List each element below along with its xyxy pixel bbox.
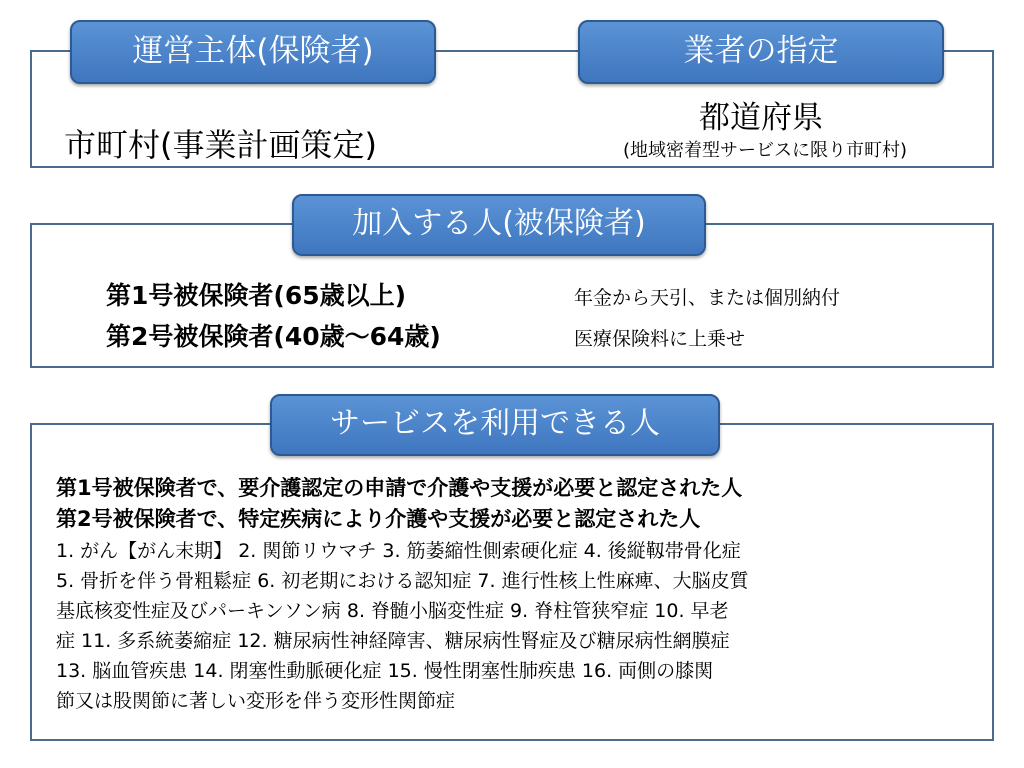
- designation-sub: (地域密着型サービスに限り市町村): [622, 140, 908, 161]
- designation-title-pill: [578, 20, 944, 84]
- disease-line-2: 5. 骨折を伴う骨粗鬆症 6. 初老期における認知症 7. 進行性核上性麻痺、大脳皮質: [56, 570, 749, 592]
- service-title-pill: [270, 394, 720, 456]
- insured-title-pill: [292, 194, 706, 256]
- disease-line-1: 1. がん【がん末期】 2. 関節リウマチ 3. 筋萎縮性側索硬化症 4. 後縦靱帯骨化症: [56, 540, 741, 562]
- service-title: サービスを利用できる人: [330, 406, 660, 441]
- disease-line-6: 節又は股関節に著しい変形を伴う変形性関節症: [56, 690, 456, 712]
- disease-line-3: 基底核変性症及びパーキンソン病 8. 脊髄小脳変性症 9. 脊柱管狭窄症 10. 早老: [56, 600, 729, 622]
- service-bold-line-2: 第2号被保険者で、特定疾病により介護や支援が必要と認定された人: [56, 507, 701, 531]
- designation-title: 業者の指定: [683, 33, 839, 69]
- insured-row-1-label: 第1号被保険者(65歳以上): [106, 281, 407, 310]
- insured-row-2-label: 第2号被保険者(40歳～64歳): [106, 322, 441, 351]
- insured-row-2-note: 医療保険料に上乗せ: [574, 328, 746, 350]
- operator-body: 市町村(事業計画策定): [64, 126, 377, 164]
- designation-main: 都道府県: [699, 100, 823, 136]
- insured-title: 加入する人(被保険者): [352, 206, 646, 241]
- operator-title: 運営主体(保険者): [132, 33, 374, 69]
- disease-line-5: 13. 脳血管疾患 14. 閉塞性動脈硬化症 15. 慢性閉塞性肺疾患 16. 両側の膝関: [56, 660, 714, 682]
- insured-row-1-note: 年金から天引、または個別納付: [574, 287, 841, 309]
- operator-title-pill: [70, 20, 436, 84]
- disease-line-4: 症 11. 多系統萎縮症 12. 糖尿病性神経障害、糖尿病性腎症及び糖尿病性網膜症: [56, 630, 730, 652]
- service-bold-line-1: 第1号被保険者で、要介護認定の申請で介護や支援が必要と認定された人: [56, 476, 743, 500]
